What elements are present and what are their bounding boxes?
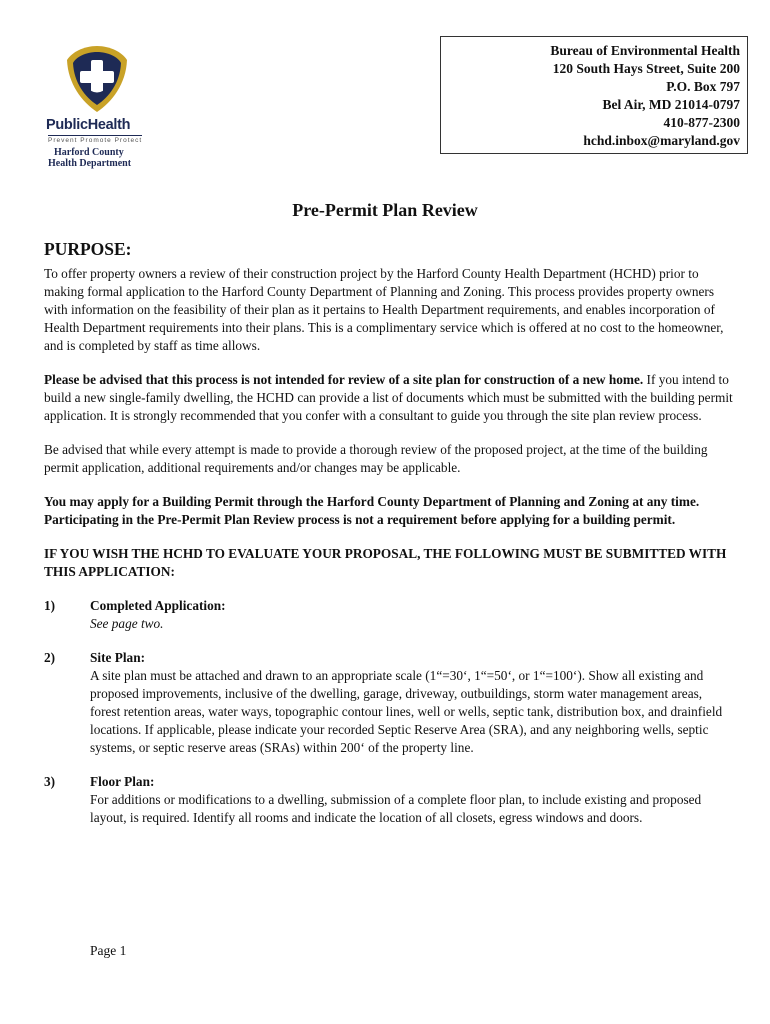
logo-tagline: Prevent Promote Protect	[48, 137, 143, 144]
list-item-title: Floor Plan:	[90, 774, 155, 789]
list-item-title: Site Plan:	[90, 650, 146, 665]
logo-dept-line2: Health Department	[48, 158, 132, 169]
list-item-number: 1)	[44, 598, 56, 613]
list-item-body: See page two.	[90, 616, 164, 631]
document-body	[44, 240, 734, 843]
list-item-title: Completed Application:	[90, 598, 226, 613]
purpose-paragraph: To offer property owners a review of their construction project by the Harford County Health Department (HCHD) prior to making formal application to the Harford County Department of Planning and Zoning. This process provides property owners with information on the feasibility of their plan as it pertains to Health Department requirements, and enables incorporation of Health Department requirements into their plans. This is a complimentary service which is offered at no cost to the homeowner, and is completed by staff as time allows.	[44, 266, 724, 353]
list-item	[44, 597, 734, 633]
address-city: Bel Air, MD 21014-0797	[602, 97, 740, 112]
page-number: Page 1	[90, 943, 127, 958]
address-street: 120 South Hays Street, Suite 200	[552, 61, 740, 76]
address-phone: 410-877-2300	[663, 115, 740, 130]
list-item-number: 2)	[44, 650, 56, 665]
logo-brand-text: PublicHealth	[46, 117, 131, 133]
advisory-text: If you intend to build a new single-family dwelling, the HCHD can provide a list of documents which must be submitted with the building permit application. It is strongly recommended that you confer with a consultant to guide you through the site plan review process.	[44, 372, 733, 423]
address-box	[440, 36, 748, 154]
list-item-number: 3)	[44, 774, 56, 789]
list-item-body: A site plan must be attached and drawn to an appropriate scale (1“=30‘, 1“=50‘, or 1“=100‘). Show all existing and proposed improvements, inclusive of the dwelling, garage, driveway, outbuildings, storm water management areas, forest retention areas, water ways, topographic contour lines, well or wells, septic tank, distribution box, and drainfield locations. If applicable, please indicate your recorded Septic Reserve Area (SRA), and any neighboring wells, septic systems, or septic reserve areas (SRAs) within 200‘ of the property line.	[90, 668, 723, 755]
list-item	[44, 773, 734, 827]
logo-dept-line1: Harford County	[54, 147, 124, 158]
page-title: Pre-Permit Plan Review	[292, 200, 478, 220]
address-email[interactable]: hchd.inbox@maryland.gov	[583, 133, 740, 148]
review-note-paragraph: Be advised that while every attempt is made to provide a thorough review of the proposed project, at the time of the building permit application, additional requirements and/or changes may be applicable.	[44, 442, 708, 475]
building-permit-paragraph: You may apply for a Building Permit through the Harford County Department of Planning and Zoning at any time. Participating in the Pre-Permit Plan Review process is not a requirement before applying for a building permit.	[44, 494, 700, 527]
health-department-logo	[44, 44, 154, 172]
advisory-bold-text: Please be advised that this process is not intended for review of a site plan for construction of a new home.	[44, 372, 644, 387]
list-item	[44, 649, 734, 757]
address-bureau: Bureau of Environmental Health	[550, 43, 740, 58]
shield-cross-icon	[64, 44, 130, 114]
advisory-paragraph	[44, 371, 734, 425]
purpose-heading: PURPOSE:	[44, 239, 132, 259]
address-po-box: P.O. Box 797	[666, 79, 740, 94]
submission-requirements-heading: IF YOU WISH THE HCHD TO EVALUATE YOUR PROPOSAL, THE FOLLOWING MUST BE SUBMITTED WITH THIS APPLICATION:	[44, 546, 727, 579]
list-item-body: For additions or modifications to a dwelling, submission of a complete floor plan, to include existing and proposed layout, is required. Identify all rooms and indicate the location of all closets, egress windows and doors.	[90, 792, 702, 825]
